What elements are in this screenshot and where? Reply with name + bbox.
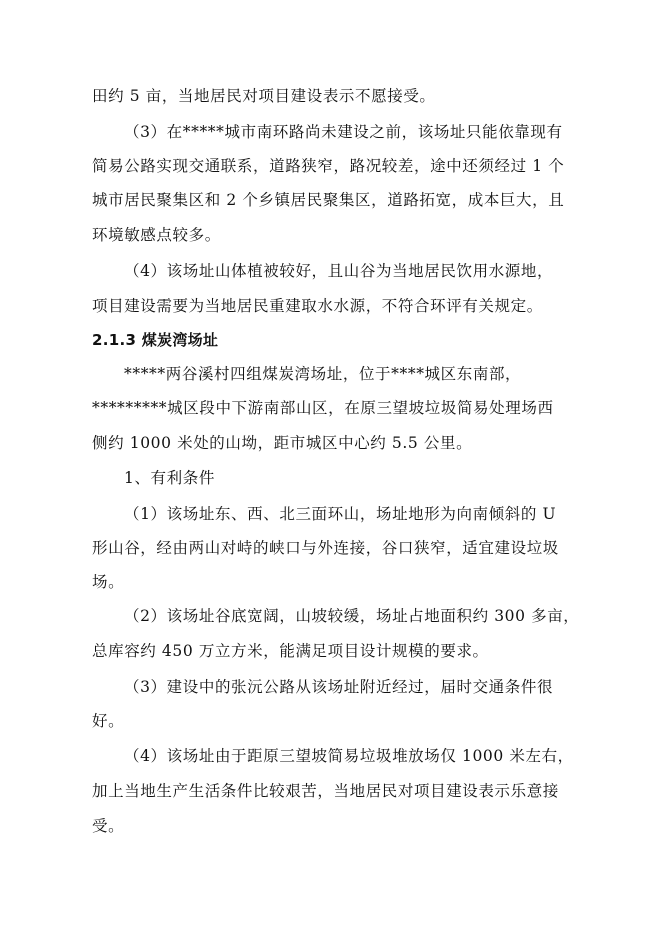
- text-line: （1）该场址东、西、北三面环山，场址地形为向南倾斜的 U: [124, 505, 557, 523]
- text-line: 形山谷，经由两山对峙的峡口与外连接，谷口狭窄，适宜建设垃圾: [92, 539, 559, 557]
- text-line: （4）该场址由于距原三望坡简易垃圾堆放场仅 1000 米左右，: [124, 747, 574, 765]
- text-line: 田约 5 亩，当地居民对项目建设表示不愿接受。: [92, 87, 436, 105]
- text-line: 简易公路实现交通联系，道路狭窄，路况较差，途中还须经过 1 个: [92, 157, 565, 175]
- text-line: 好。: [92, 712, 125, 730]
- text-line: （2）该场址谷底宽阔，山坡较缓，场址占地面积约 300 多亩，: [124, 607, 580, 625]
- text-line: *********城区段中下游南部山区，在原三望坡垃圾简易处理场西: [92, 399, 554, 417]
- text-line: 侧约 1000 米处的山坳，距市城区中心约 5.5 公里。: [92, 434, 473, 452]
- text-line: （4）该场址山体植被较好，且山谷为当地居民饮用水源地，: [124, 262, 554, 280]
- text-line: *****两谷溪村四组煤炭湾场址，位于****城区东南部，: [124, 365, 522, 383]
- text-line: 场。: [92, 573, 125, 591]
- text-line: （3）在*****城市南环路尚未建设之前，该场址只能依靠现有: [124, 123, 563, 141]
- text-line: 城市居民聚集区和 2 个乡镇居民聚集区，道路拓宽，成本巨大，且: [92, 191, 565, 209]
- text-line: 项目建设需要为当地居民重建取水水源，不符合环评有关规定。: [92, 297, 543, 315]
- section-heading: 2.1.3 煤炭湾场址: [92, 331, 219, 349]
- text-line: 环境敏感点较多。: [92, 226, 221, 244]
- text-line: 受。: [92, 817, 125, 835]
- subheading: 1、有利条件: [124, 469, 215, 487]
- text-line: （3）建设中的张沅公路从该场址附近经过，届时交通条件很: [124, 678, 554, 696]
- text-line: 加上当地生产生活条件比较艰苦，当地居民对项目建设表示乐意接: [92, 782, 559, 800]
- text-line: 总库容约 450 万立方米，能满足项目设计规模的要求。: [92, 642, 489, 660]
